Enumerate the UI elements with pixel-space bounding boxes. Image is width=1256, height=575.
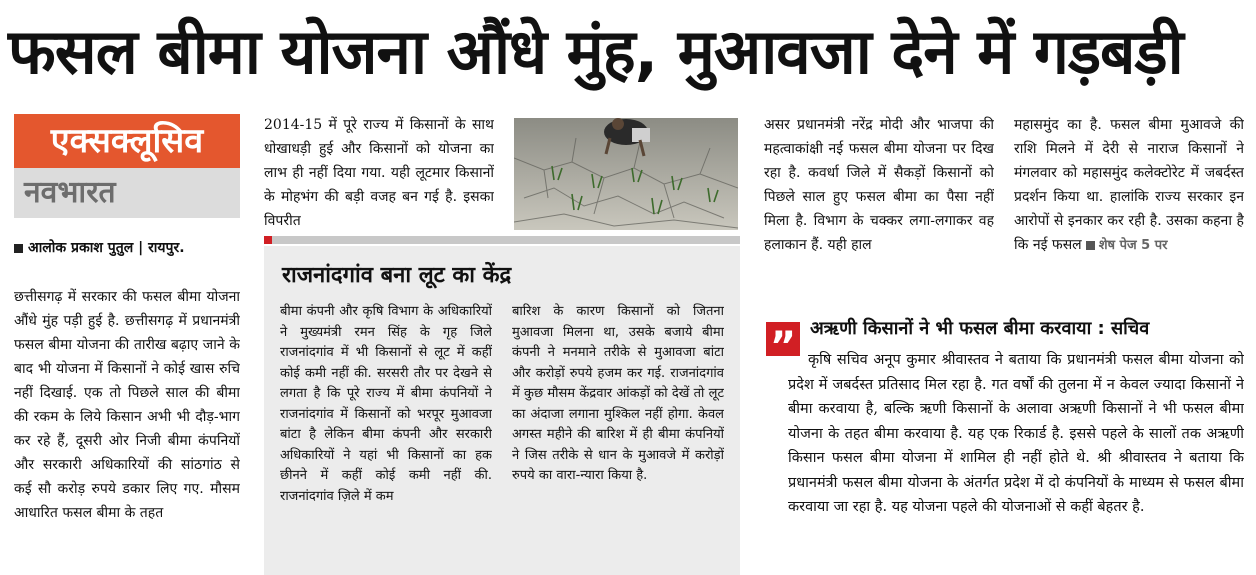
farmer-dry-field-image — [514, 118, 738, 230]
column-4-text: महासमुंद का है. फसल बीमा मुआवजे की राशि मिलने में देरी से नाराज किसानों ने मंगलवार को महासमुंद कलेक्टोरेट में जबर्दस्त प्रदर्शन किया था. हालांकि राज्य सरकार इन आरोपों से इनकार कर रही है. उसका कहना है कि नई फसल — [1014, 117, 1244, 253]
article-column-4 — [1014, 113, 1244, 288]
sidebar-title: राजनांदगांव बना लूट का केंद्र — [282, 263, 512, 288]
exclusive-badge: एक्सक्लूसिव — [14, 114, 240, 168]
quote-title: अऋणी किसानों ने भी फसल बीमा करवाया : सचिव — [810, 318, 1150, 339]
byline — [14, 236, 254, 260]
quote-mark-icon: ” — [766, 322, 800, 356]
bullet-square-icon — [14, 244, 23, 253]
article-column-3: असर प्रधानमंत्री नरेंद्र मोदी और भाजपा की महत्वाकांक्षी नई फसल बीमा योजना पर दिख रहा है. कवर्धा जिले में सैकड़ों किसानों को पिछले साल हुए फसल बीमा का पैसा नहीं मिला है. विभाग के चक्कर लगा-लगाकर वह हलाकान हैं. यही हाल — [764, 117, 994, 253]
section-divider — [264, 236, 740, 244]
sidebar-column-1: बीमा कंपनी और कृषि विभाग के अधिकारियों ने मुख्यमंत्री रमन सिंह के गृह जिले राजनांदगांव में भी किसानों से लूट में कहीं कोई कमी नहीं की. सरसरी तौर पर देखने से लगता है कि पूरे राज्य में बीमा कंपनियों ने राजनांदगांव में किसानों को भरपूर मुआवजा बांटा है लेकिन बीमा कंपनी और सरकारी अधिकारियों ने यहां भी किसानों का हक छीनने में कहीं कोई कमी नहीं की. राजनांदगांव ज़िले में कम — [280, 304, 492, 504]
continued-square-icon — [1086, 241, 1095, 250]
section-marker — [264, 236, 272, 244]
farmer-photo — [514, 118, 738, 230]
article-column-2: 2014-15 में पूरे राज्य में किसानों के साथ धोखाधड़ी हुई और किसानों को योजना का लाभ ही नहीं दिया गया. यही लूटमार किसानों के मोहभंग की बड़ी वजह बन गई है. इसका विपरीत — [264, 117, 494, 229]
continued-notice: शेष पेज 5 पर — [1098, 238, 1168, 253]
quote-body: कृषि सचिव अनूप कुमार श्रीवास्तव ने बताया कि प्रधानमंत्री फसल बीमा योजना को प्रदेश में जबर्दस्त प्रतिसाद मिल रहा है. गत वर्षों की तुलना में न केवल ज्यादा किसानों ने बीमा करवाया है, बल्कि ऋणी किसानों के अलावा अऋणी किसानों ने भी फसल बीमा योजना के तहत बीमा करवाया है. यह एक रिकार्ड है. इससे पहले के सालों तक अऋणी किसान फसल बीमा योजना में शामिल ही नहीं होते थे. श्री श्रीवास्तव ने बताया कि प्रधानमंत्री फसल बीमा योजना के अंतर्गत प्रदेश में दो कंपनियों के माध्यम से फसल बीमा करवाया जा रहा है. यह योजना पहले की योजनाओं से कहीं बेहतर है. — [788, 352, 1244, 515]
headline: फसल बीमा योजना औंधे मुंह, मुआवजा देने में गड़बड़ी — [8, 15, 1183, 88]
publication-badge: नवभारत — [14, 168, 240, 218]
byline-text: आलोक प्रकाश पुतुल | रायपुर. — [28, 240, 185, 256]
sidebar-column-2: बारिश के कारण किसानों को जितना मुआवजा मिलना था, उसके बजाये बीमा कंपनी ने मनमाने तरीके से मुआवजा बांटा और करोड़ों रुपये हजम कर गई. राजनांदगांव में कुछ मौसम केंद्रवार आंकड़ों को देखें तो लूट का अंदाजा लगाना मुश्किल नहीं होगा. केवल अगस्त महीने की बारिश में ही बीमा कंपनियों ने जिस तरीके से धान के मुआवजे में करोड़ों रुपये का वारा-न्यारा किया है. — [512, 304, 724, 483]
article-column-1: छत्तीसगढ़ में सरकार की फसल बीमा योजना औंधे मुंह पड़ी हुई है. छत्तीसगढ़ में प्रधानमंत्री फसल बीमा योजना की तारीख बढ़ाए जाने के बाद भी योजना में किसानों ने कोई खास रुचि नहीं दिखाई. एक तो पिछले साल की बीमा की रकम के लिये किसान अभी भी दौड़-भाग कर रहे हैं, दूसरी ओर निजी बीमा कंपनियों और सरकारी अधिकारियों की सांठगांठ से कई सौ करोड़ रुपये डकार लिए गए. मौसम आधारित फसल बीमा के तहत — [14, 289, 240, 521]
